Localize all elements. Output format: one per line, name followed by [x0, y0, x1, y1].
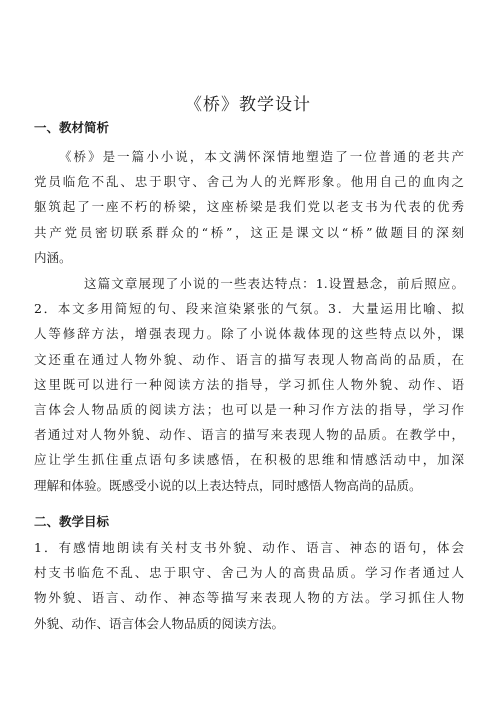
text-line: 外貌、动作、语言体会人物品质的阅读方法。	[34, 615, 285, 631]
paragraph-teaching-goal-1	[34, 535, 464, 636]
paragraph-expression-features	[34, 271, 464, 498]
text-line: 理解和体验。既感受小说的以上表达特点，同时感悟人物高尚的品质。	[34, 477, 422, 493]
paragraph-textbook-intro	[34, 144, 464, 270]
section-heading-textbook-analysis: 一、教材简析	[34, 120, 110, 135]
text-line: 内涵。	[34, 249, 72, 265]
text-line: 《桥》是一篇小小说，本文满怀深情地塑造了一位普通的老共产	[59, 149, 464, 164]
text-line: 这篇文章展现了小说的一些表达特点：1.设置悬念，前后照应。	[84, 276, 464, 291]
document-title: 《桥》教学设计	[185, 95, 311, 115]
text-line: 应让学生抓住重点语句多读感悟，在积极的思维和情感活动中，加深	[34, 452, 464, 468]
text-line: 文还重在通过人物外貌、动作、语言的描写表现人物高尚的品质，在	[34, 351, 464, 367]
section-heading-teaching-goals: 二、教学目标	[34, 514, 110, 529]
text-line: 者通过对人物外貌、动作、语言的描写来表现人物的品质。在教学中，	[34, 427, 464, 443]
text-line: 共产党员密切联系群众的“桥”，这正是课文以“桥”做题目的深刻	[34, 224, 464, 240]
text-line: 言体会人物品质的阅读方法；也可以是一种习作方法的指导，学习作	[34, 401, 464, 417]
text-line: 物外貌、语言、动作、神态等描写来表现人物的方法。学习抓住人物	[34, 590, 464, 606]
text-line: 2．本文多用简短的句、段来渲染紧张的气氛。3．大量运用比喻、拟	[34, 301, 464, 317]
text-line: 村支书临危不乱、忠于职守、舍己为人的高贵品质。学习作者通过人	[34, 565, 464, 581]
text-line: 1．有感情地朗读有关村支书外貌、动作、语言、神态的语句，体会	[34, 540, 464, 555]
text-line: 党员临危不乱、忠于职守、舍己为人的光辉形象。他用自己的血肉之	[34, 174, 464, 190]
text-line: 这里既可以进行一种阅读方法的指导，学习抓住人物外貌、动作、语	[34, 376, 464, 392]
text-line: 人等修辞方法，增强表现力。除了小说体裁体现的这些特点以外，课	[34, 326, 464, 342]
text-line: 躯筑起了一座不朽的桥梁，这座桥梁是我们党以老支书为代表的优秀	[34, 199, 464, 215]
